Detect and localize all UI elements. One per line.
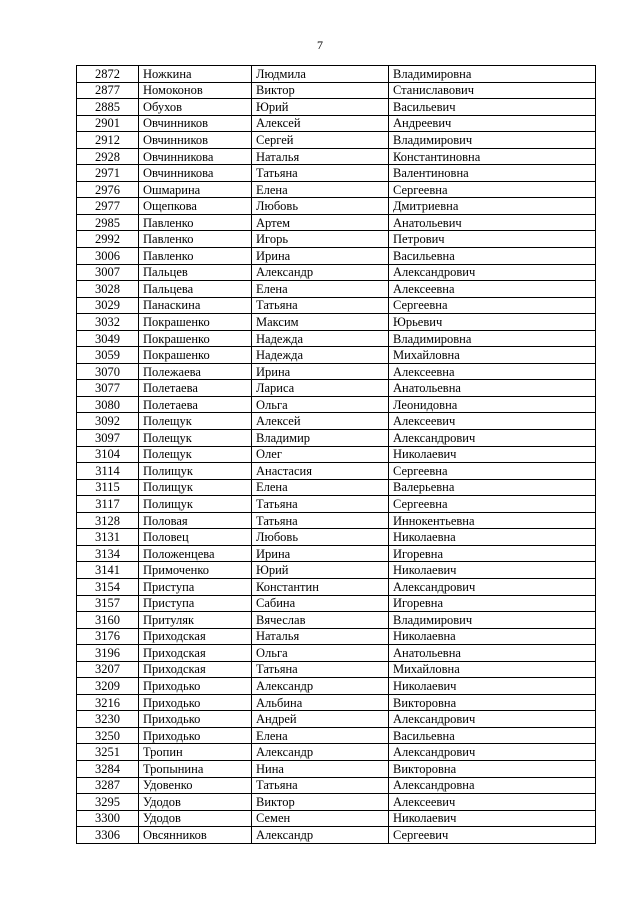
row-number-cell: 3157 [77, 595, 139, 612]
surname-cell: Приходская [139, 661, 252, 678]
table-row [77, 595, 596, 612]
patronymic-cell: Юрьевич [389, 314, 596, 331]
surname-cell: Обухов [139, 99, 252, 116]
table-row [77, 430, 596, 447]
table-row [77, 396, 596, 413]
first-name-cell: Игорь [252, 231, 389, 248]
roster-body [77, 66, 596, 844]
row-number-cell: 2985 [77, 214, 139, 231]
patronymic-cell: Игоревна [389, 545, 596, 562]
patronymic-cell: Николаевич [389, 562, 596, 579]
row-number-cell: 3006 [77, 248, 139, 265]
first-name-cell: Юрий [252, 562, 389, 579]
patronymic-cell: Алексеевна [389, 363, 596, 380]
surname-cell: Павленко [139, 248, 252, 265]
surname-cell: Полетаева [139, 396, 252, 413]
row-number-cell: 3032 [77, 314, 139, 331]
surname-cell: Тропин [139, 744, 252, 761]
row-number-cell: 3115 [77, 479, 139, 496]
row-number-cell: 2992 [77, 231, 139, 248]
first-name-cell: Елена [252, 281, 389, 298]
first-name-cell: Ирина [252, 248, 389, 265]
first-name-cell: Любовь [252, 529, 389, 546]
table-row [77, 529, 596, 546]
table-row [77, 512, 596, 529]
patronymic-cell: Владимировна [389, 330, 596, 347]
row-number-cell: 3216 [77, 694, 139, 711]
first-name-cell: Татьяна [252, 777, 389, 794]
table-row [77, 132, 596, 149]
first-name-cell: Елена [252, 479, 389, 496]
first-name-cell: Максим [252, 314, 389, 331]
patronymic-cell: Станиславович [389, 82, 596, 99]
table-row [77, 198, 596, 215]
patronymic-cell: Николаевич [389, 810, 596, 827]
first-name-cell: Ольга [252, 645, 389, 662]
table-row [77, 612, 596, 629]
surname-cell: Полетаева [139, 380, 252, 397]
patronymic-cell: Анатольевна [389, 380, 596, 397]
patronymic-cell: Михайловна [389, 347, 596, 364]
table-row [77, 214, 596, 231]
table-row [77, 678, 596, 695]
first-name-cell: Олег [252, 446, 389, 463]
row-number-cell: 3207 [77, 661, 139, 678]
first-name-cell: Людмила [252, 66, 389, 83]
table-row [77, 99, 596, 116]
patronymic-cell: Васильевна [389, 248, 596, 265]
row-number-cell: 3070 [77, 363, 139, 380]
row-number-cell: 3117 [77, 496, 139, 513]
patronymic-cell: Александрович [389, 711, 596, 728]
patronymic-cell: Алексеевич [389, 794, 596, 811]
first-name-cell: Ирина [252, 545, 389, 562]
surname-cell: Удодов [139, 810, 252, 827]
patronymic-cell: Владимировна [389, 66, 596, 83]
row-number-cell: 3092 [77, 413, 139, 430]
row-number-cell: 3154 [77, 578, 139, 595]
patronymic-cell: Константиновна [389, 148, 596, 165]
row-number-cell: 3250 [77, 727, 139, 744]
surname-cell: Овсянников [139, 827, 252, 844]
first-name-cell: Сергей [252, 132, 389, 149]
roster-table [76, 65, 596, 844]
row-number-cell: 3141 [77, 562, 139, 579]
patronymic-cell: Николаевич [389, 446, 596, 463]
row-number-cell: 3128 [77, 512, 139, 529]
first-name-cell: Лариса [252, 380, 389, 397]
patronymic-cell: Леонидовна [389, 396, 596, 413]
row-number-cell: 3196 [77, 645, 139, 662]
surname-cell: Пальцева [139, 281, 252, 298]
patronymic-cell: Александрович [389, 578, 596, 595]
surname-cell: Овчинников [139, 132, 252, 149]
table-row [77, 380, 596, 397]
surname-cell: Полищук [139, 496, 252, 513]
table-row [77, 314, 596, 331]
row-number-cell: 2885 [77, 99, 139, 116]
patronymic-cell: Владимирович [389, 612, 596, 629]
surname-cell: Овчинников [139, 115, 252, 132]
surname-cell: Приступа [139, 578, 252, 595]
surname-cell: Полещук [139, 413, 252, 430]
row-number-cell: 3176 [77, 628, 139, 645]
row-number-cell: 3080 [77, 396, 139, 413]
first-name-cell: Татьяна [252, 496, 389, 513]
surname-cell: Приходская [139, 628, 252, 645]
table-row [77, 363, 596, 380]
row-number-cell: 3077 [77, 380, 139, 397]
patronymic-cell: Валентиновна [389, 165, 596, 182]
first-name-cell: Виктор [252, 82, 389, 99]
patronymic-cell: Александровна [389, 777, 596, 794]
row-number-cell: 3029 [77, 297, 139, 314]
row-number-cell: 3300 [77, 810, 139, 827]
row-number-cell: 3028 [77, 281, 139, 298]
surname-cell: Ножкина [139, 66, 252, 83]
table-row [77, 281, 596, 298]
surname-cell: Полещук [139, 446, 252, 463]
patronymic-cell: Дмитриевна [389, 198, 596, 215]
row-number-cell: 3251 [77, 744, 139, 761]
first-name-cell: Елена [252, 181, 389, 198]
row-number-cell: 3287 [77, 777, 139, 794]
first-name-cell: Татьяна [252, 165, 389, 182]
first-name-cell: Александр [252, 827, 389, 844]
first-name-cell: Надежда [252, 347, 389, 364]
table-row [77, 82, 596, 99]
first-name-cell: Ольга [252, 396, 389, 413]
patronymic-cell: Сергеевна [389, 496, 596, 513]
row-number-cell: 3097 [77, 430, 139, 447]
table-row [77, 479, 596, 496]
table-row [77, 827, 596, 844]
first-name-cell: Юрий [252, 99, 389, 116]
surname-cell: Полищук [139, 479, 252, 496]
surname-cell: Полещук [139, 430, 252, 447]
table-row [77, 330, 596, 347]
first-name-cell: Татьяна [252, 661, 389, 678]
first-name-cell: Наталья [252, 148, 389, 165]
table-row [77, 628, 596, 645]
table-row [77, 760, 596, 777]
row-number-cell: 2912 [77, 132, 139, 149]
patronymic-cell: Анатольевич [389, 214, 596, 231]
first-name-cell: Артем [252, 214, 389, 231]
row-number-cell: 2928 [77, 148, 139, 165]
first-name-cell: Любовь [252, 198, 389, 215]
table-row [77, 347, 596, 364]
patronymic-cell: Васильевна [389, 727, 596, 744]
first-name-cell: Наталья [252, 628, 389, 645]
table-row [77, 661, 596, 678]
surname-cell: Полежаева [139, 363, 252, 380]
patronymic-cell: Васильевич [389, 99, 596, 116]
first-name-cell: Владимир [252, 430, 389, 447]
patronymic-cell: Николаевна [389, 628, 596, 645]
patronymic-cell: Александрович [389, 430, 596, 447]
patronymic-cell: Алексеевна [389, 281, 596, 298]
table-row [77, 231, 596, 248]
patronymic-cell: Анатольевна [389, 645, 596, 662]
row-number-cell: 2971 [77, 165, 139, 182]
patronymic-cell: Николаевна [389, 529, 596, 546]
table-row [77, 148, 596, 165]
surname-cell: Приходская [139, 645, 252, 662]
patronymic-cell: Алексеевич [389, 413, 596, 430]
table-row [77, 264, 596, 281]
first-name-cell: Татьяна [252, 297, 389, 314]
table-row [77, 248, 596, 265]
table-row [77, 645, 596, 662]
patronymic-cell: Николаевич [389, 678, 596, 695]
first-name-cell: Александр [252, 678, 389, 695]
first-name-cell: Вячеслав [252, 612, 389, 629]
surname-cell: Приходько [139, 678, 252, 695]
patronymic-cell: Викторовна [389, 760, 596, 777]
row-number-cell: 3114 [77, 463, 139, 480]
surname-cell: Овчинникова [139, 148, 252, 165]
first-name-cell: Ирина [252, 363, 389, 380]
surname-cell: Примоченко [139, 562, 252, 579]
patronymic-cell: Викторовна [389, 694, 596, 711]
table-row [77, 744, 596, 761]
row-number-cell: 3007 [77, 264, 139, 281]
patronymic-cell: Сергеевич [389, 827, 596, 844]
surname-cell: Приходько [139, 711, 252, 728]
table-row [77, 165, 596, 182]
row-number-cell: 2901 [77, 115, 139, 132]
patronymic-cell: Иннокентьевна [389, 512, 596, 529]
surname-cell: Панаскина [139, 297, 252, 314]
row-number-cell: 3160 [77, 612, 139, 629]
surname-cell: Приходько [139, 694, 252, 711]
table-row [77, 115, 596, 132]
row-number-cell: 3295 [77, 794, 139, 811]
table-row [77, 562, 596, 579]
patronymic-cell: Александрович [389, 264, 596, 281]
surname-cell: Покрашенко [139, 347, 252, 364]
row-number-cell: 3049 [77, 330, 139, 347]
row-number-cell: 2872 [77, 66, 139, 83]
table-row [77, 777, 596, 794]
table-row [77, 66, 596, 83]
patronymic-cell: Петрович [389, 231, 596, 248]
surname-cell: Приступа [139, 595, 252, 612]
patronymic-cell: Сергеевна [389, 181, 596, 198]
table-row [77, 694, 596, 711]
surname-cell: Покрашенко [139, 330, 252, 347]
row-number-cell: 3134 [77, 545, 139, 562]
surname-cell: Павленко [139, 214, 252, 231]
surname-cell: Притуляк [139, 612, 252, 629]
table-row [77, 496, 596, 513]
surname-cell: Половец [139, 529, 252, 546]
surname-cell: Номоконов [139, 82, 252, 99]
row-number-cell: 3230 [77, 711, 139, 728]
table-row [77, 297, 596, 314]
surname-cell: Ощепкова [139, 198, 252, 215]
row-number-cell: 3104 [77, 446, 139, 463]
surname-cell: Положенцева [139, 545, 252, 562]
surname-cell: Овчинникова [139, 165, 252, 182]
patronymic-cell: Александрович [389, 744, 596, 761]
first-name-cell: Константин [252, 578, 389, 595]
first-name-cell: Андрей [252, 711, 389, 728]
surname-cell: Полищук [139, 463, 252, 480]
row-number-cell: 2877 [77, 82, 139, 99]
surname-cell: Удодов [139, 794, 252, 811]
first-name-cell: Анастасия [252, 463, 389, 480]
row-number-cell: 2976 [77, 181, 139, 198]
table-row [77, 545, 596, 562]
page-number: 7 [317, 38, 323, 52]
table-row [77, 711, 596, 728]
table-row [77, 810, 596, 827]
table-row [77, 727, 596, 744]
table-row [77, 446, 596, 463]
surname-cell: Половая [139, 512, 252, 529]
patronymic-cell: Владимирович [389, 132, 596, 149]
first-name-cell: Нина [252, 760, 389, 777]
surname-cell: Ошмарина [139, 181, 252, 198]
surname-cell: Павленко [139, 231, 252, 248]
first-name-cell: Виктор [252, 794, 389, 811]
table-row [77, 578, 596, 595]
row-number-cell: 3284 [77, 760, 139, 777]
row-number-cell: 3209 [77, 678, 139, 695]
patronymic-cell: Сергеевна [389, 297, 596, 314]
first-name-cell: Елена [252, 727, 389, 744]
first-name-cell: Александр [252, 264, 389, 281]
patronymic-cell: Михайловна [389, 661, 596, 678]
first-name-cell: Александр [252, 744, 389, 761]
first-name-cell: Татьяна [252, 512, 389, 529]
table-row [77, 794, 596, 811]
row-number-cell: 3059 [77, 347, 139, 364]
surname-cell: Тропынина [139, 760, 252, 777]
first-name-cell: Сабина [252, 595, 389, 612]
row-number-cell: 3131 [77, 529, 139, 546]
first-name-cell: Семен [252, 810, 389, 827]
surname-cell: Приходько [139, 727, 252, 744]
surname-cell: Покрашенко [139, 314, 252, 331]
patronymic-cell: Андреевич [389, 115, 596, 132]
first-name-cell: Алексей [252, 413, 389, 430]
table-row [77, 413, 596, 430]
first-name-cell: Надежда [252, 330, 389, 347]
first-name-cell: Альбина [252, 694, 389, 711]
table-row [77, 181, 596, 198]
patronymic-cell: Игоревна [389, 595, 596, 612]
row-number-cell: 2977 [77, 198, 139, 215]
surname-cell: Удовенко [139, 777, 252, 794]
patronymic-cell: Валерьевна [389, 479, 596, 496]
patronymic-cell: Сергеевна [389, 463, 596, 480]
row-number-cell: 3306 [77, 827, 139, 844]
table-row [77, 463, 596, 480]
surname-cell: Пальцев [139, 264, 252, 281]
first-name-cell: Алексей [252, 115, 389, 132]
